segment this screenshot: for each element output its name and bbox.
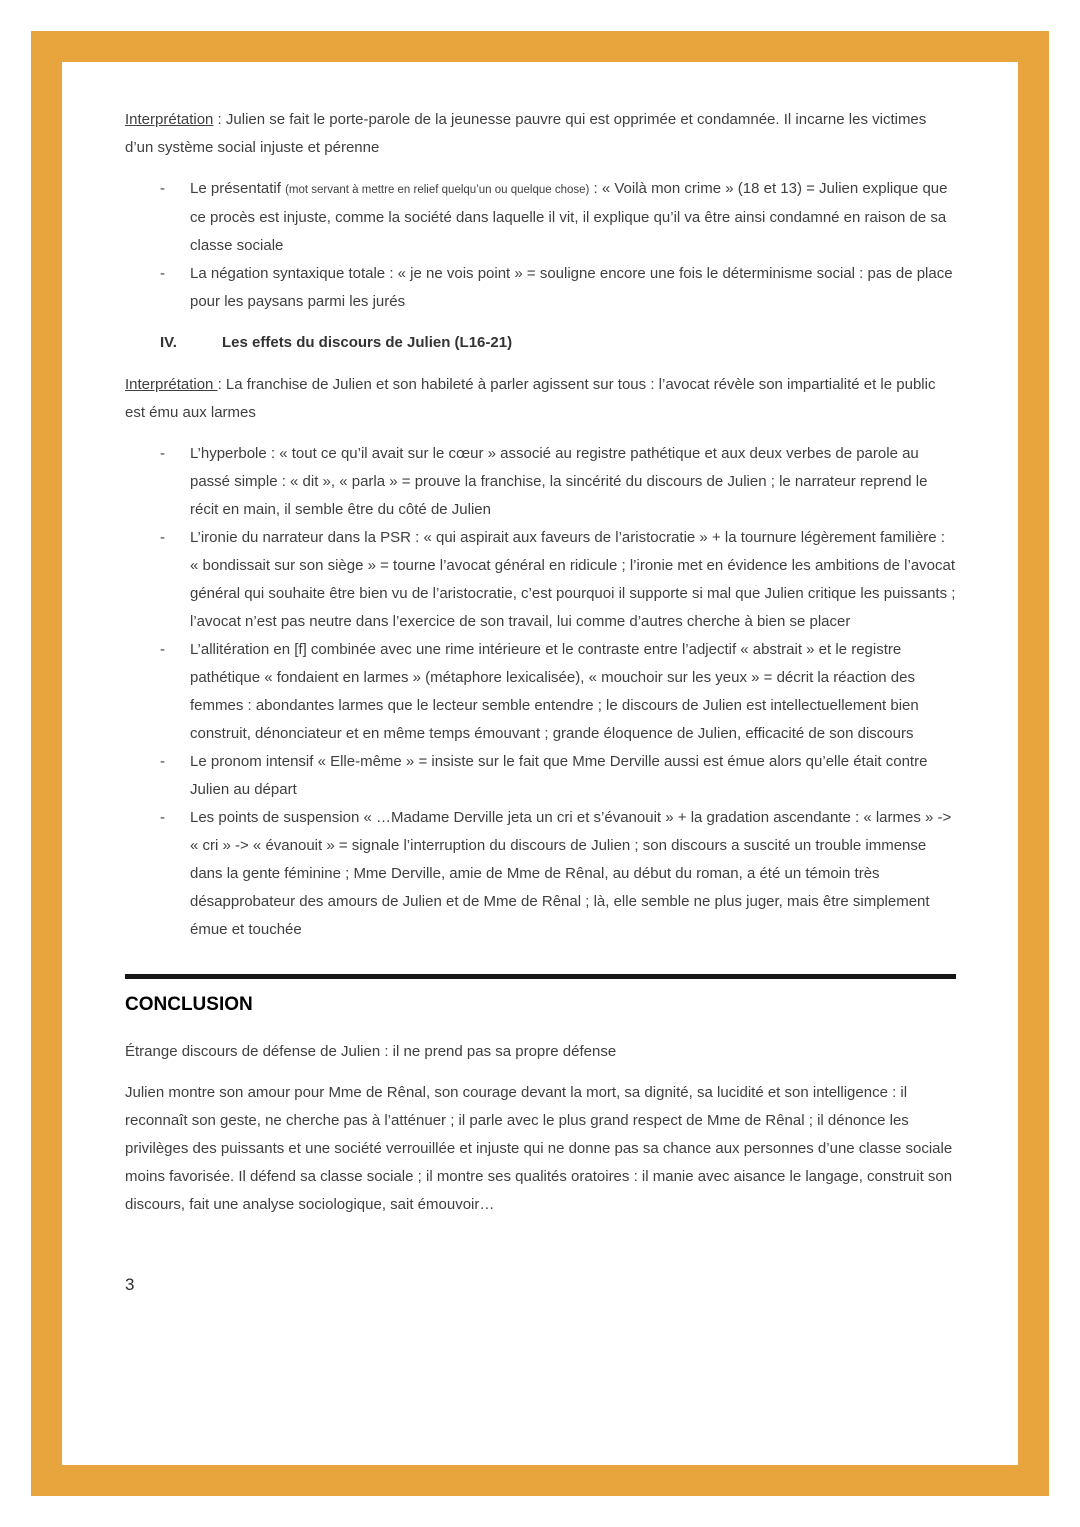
list-item xyxy=(125,636,956,748)
list-item-text: Les points de suspension « …Madame Derville jeta un cri et s’évanouit » + la gradation ascendante : « larmes » -> « cri » -> « évanouit » = signale l’interruption du discours de Julien ; son discours a suscité un trouble immense dans la gente féminine ; Mme Derville, amie de Mme de Rênal, au début du roman, a été un témoin très désapprobateur des amours de Julien et de Mme de Rênal ; là, elle semble ne plus juger, mais être simplement émue et touchée xyxy=(190,809,952,938)
list-item-text: L’allitération en [f] combinée avec une rime intérieure et le contraste entre l’adjectif « abstrait » et le registre pathétique « fondaient en larmes » (métaphore lexicalisée), « mouchoir sur les yeux » = décrit la réaction des femmes : abondantes larmes que le lecteur semble entendre ; le discours de Julien est intellectuellement bien construit, dénonciateur et en même temps émouvant ; grande éloquence de Julien, efficacité de son discours xyxy=(190,641,919,742)
bullet-dash: - xyxy=(160,180,165,197)
list-item-text: La négation syntaxique totale : « je ne vois point » = souligne encore une fois le déterminisme social : pas de place pour les paysans parmi les jurés xyxy=(190,265,953,310)
paragraph-text: : La franchise de Julien et son habileté à parler agissent sur tous : l’avocat révèle son impartialité et le public est ému aux larmes xyxy=(125,376,936,421)
document-page xyxy=(62,62,1018,1465)
interpretation-paragraph-2 xyxy=(125,371,956,427)
conclusion-divider-rule xyxy=(125,974,956,979)
bullet-dash: - xyxy=(160,809,165,826)
interpretation-paragraph-1 xyxy=(125,106,956,162)
list-item xyxy=(125,175,956,260)
interpretation-label: Interprétation xyxy=(125,111,214,128)
section-numeral: IV. xyxy=(160,334,177,351)
bullet-dash: - xyxy=(160,265,165,282)
list-item xyxy=(125,524,956,636)
list-item xyxy=(125,804,956,944)
list-item xyxy=(125,260,956,316)
bullet-list-2 xyxy=(125,440,956,944)
list-item xyxy=(125,440,956,524)
conclusion-paragraph-2: Julien montre son amour pour Mme de Rênal, son courage devant la mort, sa dignité, sa lucidité et son intelligence : il reconnaît son geste, ne cherche pas à l’atténuer ; il parle avec le plus grand respect de Mme de Rênal ; il dénonce les privilèges des puissants et une société verrouillée et injuste qui ne donne pas sa chance aux personnes d’une classe sociale moins favorisée. Il défend sa classe sociale ; il montre ses qualités oratoires : il manie avec aisance le langage, construit son discours, fait une analyse sociologique, sait émouvoir… xyxy=(125,1084,953,1213)
bullet-dash: - xyxy=(160,445,165,462)
section-heading-iv xyxy=(125,329,956,357)
page-number: 3 xyxy=(125,1275,135,1294)
text-run: : « Voilà mon crime » (18 et 13) = Julien explique que ce procès est injuste, comme la société dans laquelle il vit, il explique qu’il va être ainsi condamné en raison de sa classe sociale xyxy=(190,180,948,254)
text-run-small: (mot servant à mettre en relief quelqu’un ou quelque chose) xyxy=(285,184,590,196)
section-title: Les effets du discours de Julien (L16-21) xyxy=(222,334,513,351)
text-run: Le présentatif xyxy=(190,180,286,197)
paragraph-text: : Julien se fait le porte-parole de la jeunesse pauvre qui est opprimée et condamnée. Il incarne les victimes d’un système social injuste et pérenne xyxy=(125,111,927,156)
bullet-dash: - xyxy=(160,753,165,770)
bullet-dash: - xyxy=(160,641,165,658)
list-item-text xyxy=(190,175,956,260)
list-item xyxy=(125,748,956,804)
list-item-text: L’ironie du narrateur dans la PSR : « qui aspirait aux faveurs de l’aristocratie » + la tournure légèrement familière : « bondissait sur son siège » = tourne l’avocat général en ridicule ; l’ironie met en évidence les ambitions de l’avocat général qui souhaite être bien vu de l’aristocratie, c’est pourquoi il supporte si mal que Julien critique les puissants ; l’avocat n’est pas neutre dans l’exercice de son travail, lui comme d’autres cherche à bien se placer xyxy=(190,529,956,630)
bullet-list-1 xyxy=(125,175,956,316)
list-item-text: L’hyperbole : « tout ce qu’il avait sur le cœur » associé au registre pathétique et aux deux verbes de parole au passé simple : « dit », « parla » = prouve la franchise, la sincérité du discours de Julien ; le narrateur reprend le récit en main, il semble être du côté de Julien xyxy=(190,445,928,518)
list-item-text: Le pronom intensif « Elle-même » = insiste sur le fait que Mme Derville aussi est émue alors qu’elle était contre Julien au départ xyxy=(190,753,928,798)
conclusion-paragraph-1: Étrange discours de défense de Julien : il ne prend pas sa propre défense xyxy=(125,1043,617,1060)
interpretation-label: Interprétation xyxy=(125,376,218,393)
conclusion-heading: CONCLUSION xyxy=(125,994,253,1015)
bullet-dash: - xyxy=(160,529,165,546)
